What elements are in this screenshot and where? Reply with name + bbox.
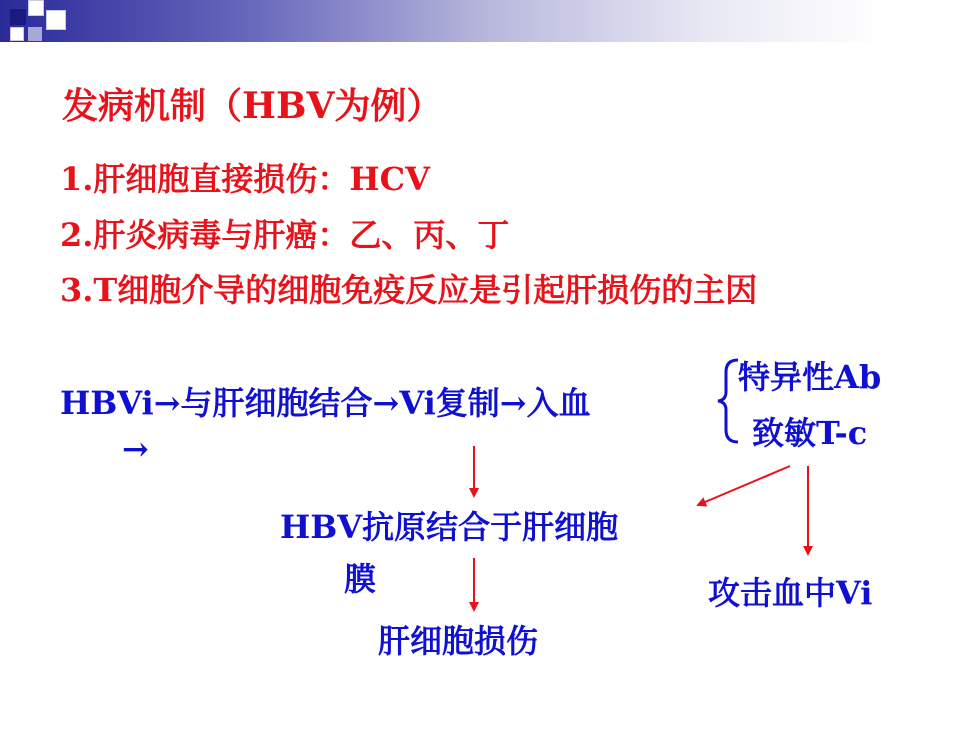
- sensitized-tc-label: 致敏T-c: [752, 414, 868, 452]
- antigen-binding-label-cont: 膜: [344, 560, 377, 598]
- point-1: 1.肝细胞直接损伤：HCV: [60, 160, 430, 198]
- flow-main-step: HBVi→与肝细胞结合→Vi复制→入血: [60, 384, 591, 422]
- liver-injury-label: 肝细胞损伤: [378, 622, 539, 660]
- point-2: 2.肝炎病毒与肝癌：乙、丙、丁: [60, 216, 510, 254]
- attack-virus-label: 攻击血中Vi: [708, 574, 873, 612]
- antigen-binding-label: HBV抗原结合于肝细胞: [280, 508, 619, 546]
- point-3: 3.T细胞介导的细胞免疫反应是引起肝损伤的主因: [60, 271, 758, 309]
- arrow-diagonal: [698, 466, 790, 505]
- slide-title: 发病机制（HBV为例）: [62, 85, 443, 127]
- specific-antibody-label: 特异性Ab: [738, 358, 882, 396]
- flow-continue-arrow: →: [122, 430, 149, 468]
